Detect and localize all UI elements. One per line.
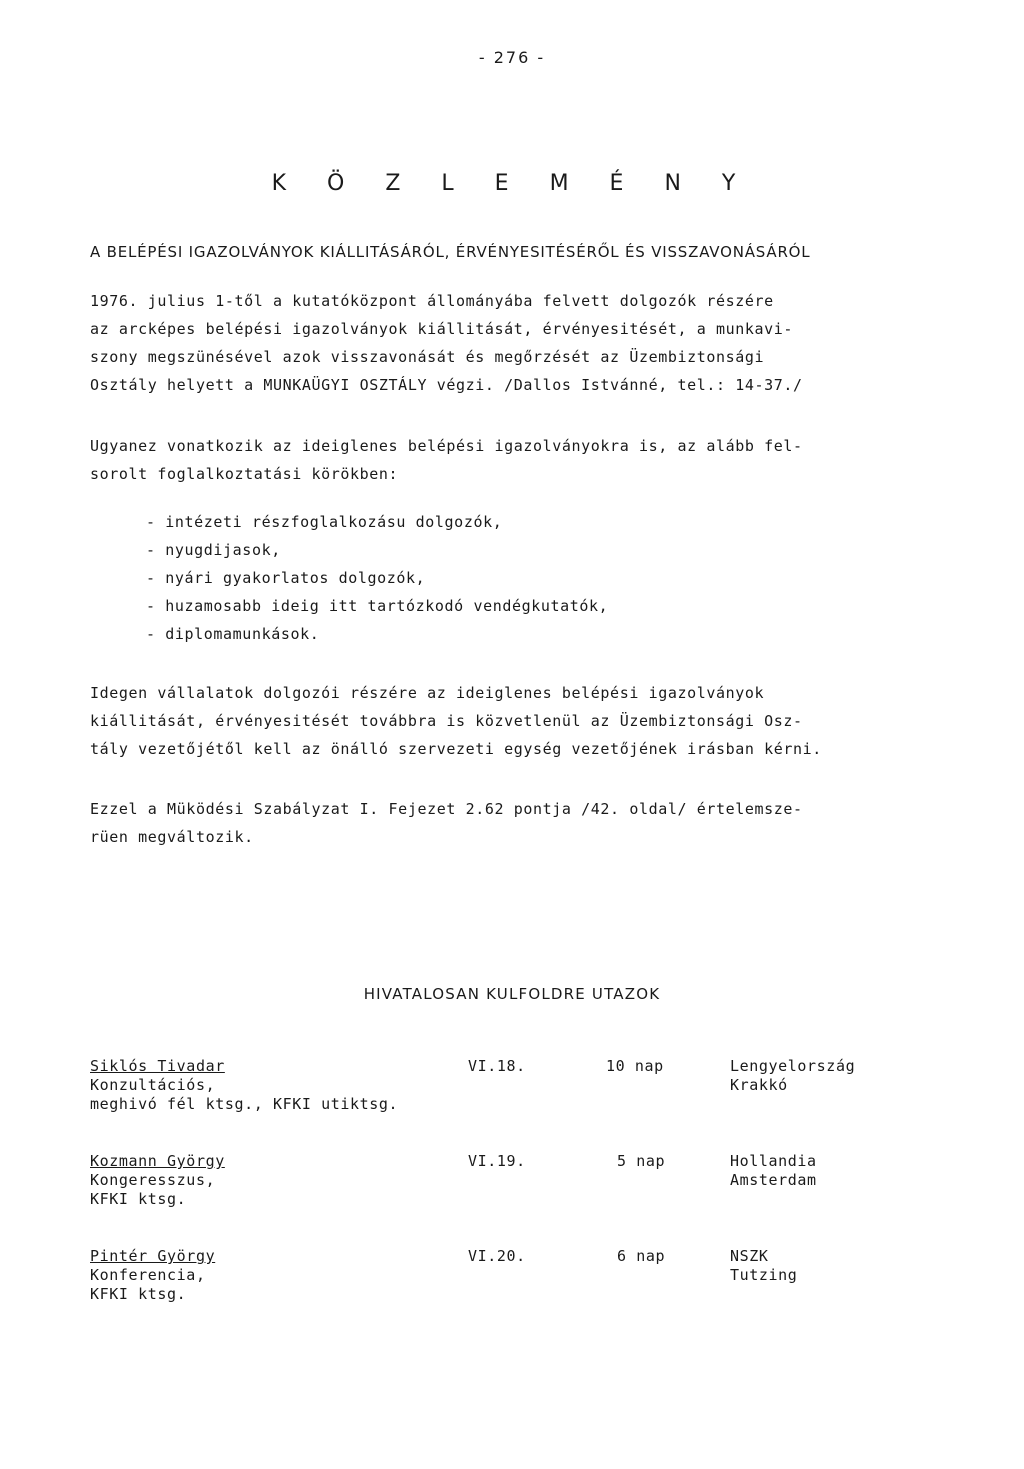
paragraph-1-line: 1976. julius 1-től a kutatóközpont állományába felvett dolgozók részére bbox=[90, 292, 774, 310]
paragraph-3-line: kiállitását, érvényesitését továbbra is közvetlenül az Üzembiztonsági Osz- bbox=[90, 712, 803, 730]
trip-funding: KFKI ktsg. bbox=[90, 1285, 187, 1303]
trip-destination bbox=[730, 1247, 797, 1285]
travel-section-title: HIVATALOSAN KULFOLDRE UTAZOK bbox=[363, 985, 661, 1003]
page-number: - 276 - bbox=[478, 48, 546, 67]
list-item: - nyugdijasok, bbox=[146, 541, 281, 559]
paragraph-4-line: rüen megváltozik. bbox=[90, 828, 254, 846]
trip-city: Tutzing bbox=[730, 1266, 798, 1284]
trip-date: VI.20. bbox=[468, 1247, 526, 1265]
trip-purpose: Konzultációs, bbox=[90, 1076, 216, 1094]
document-subtitle: A BELÉPÉSI IGAZOLVÁNYOK KIÁLLITÁSÁRÓL, ÉRVÉNYESITÉSÉRŐL ÉS VISSZAVONÁSÁRÓL bbox=[90, 243, 811, 261]
trip-name: Kozmann György bbox=[90, 1152, 225, 1170]
trip-person bbox=[90, 1152, 225, 1209]
trip-city: Krakkó bbox=[730, 1076, 788, 1094]
paragraph-1-line: Osztály helyett a MUNKAÜGYI OSZTÁLY végzi. /Dallos Istvánné, tel.: 14-37./ bbox=[90, 376, 803, 394]
trip-country: NSZK bbox=[730, 1247, 769, 1265]
trip-name: Siklós Tivadar bbox=[90, 1057, 225, 1075]
trip-destination bbox=[730, 1152, 817, 1190]
trip-purpose: Kongeresszus, bbox=[90, 1171, 216, 1189]
trip-purpose: Konferencia, bbox=[90, 1266, 206, 1284]
trip-funding: KFKI ktsg. bbox=[90, 1190, 187, 1208]
paragraph-1-line: az arcképes belépési igazolványok kiállitását, érvényesitését, a munkavi- bbox=[90, 320, 794, 338]
trip-duration: 6 nap bbox=[617, 1247, 666, 1265]
paragraph-3-line: tály vezetőjétől kell az önálló szervezeti egység vezetőjének irásban kérni. bbox=[90, 740, 822, 758]
trip-person bbox=[90, 1247, 215, 1304]
list-item: - diplomamunkások. bbox=[146, 625, 320, 643]
trip-date: VI.18. bbox=[468, 1057, 526, 1075]
trip-funding: meghivó fél ktsg., KFKI utiktsg. bbox=[90, 1095, 399, 1113]
trip-duration: 5 nap bbox=[617, 1152, 666, 1170]
trip-country: Hollandia bbox=[730, 1152, 817, 1170]
trip-destination bbox=[730, 1057, 855, 1095]
list-item: - intézeti részfoglalkozásu dolgozók, bbox=[146, 513, 503, 531]
paragraph-4-line: Ezzel a Müködési Szabályzat I. Fejezet 2.62 pontja /42. oldal/ értelemsze- bbox=[90, 800, 803, 818]
paragraph-2-line: Ugyanez vonatkozik az ideiglenes belépési igazolványokra is, az alább fel- bbox=[90, 437, 803, 455]
trip-date: VI.19. bbox=[468, 1152, 526, 1170]
trip-country: Lengyelország bbox=[730, 1057, 856, 1075]
document-title: K Ö Z L E M É N Y bbox=[271, 171, 753, 196]
list-item: - nyári gyakorlatos dolgozók, bbox=[146, 569, 426, 587]
trip-city: Amsterdam bbox=[730, 1171, 817, 1189]
trip-duration: 10 nap bbox=[606, 1057, 664, 1075]
trip-person bbox=[90, 1057, 398, 1114]
list-item: - huzamosabb ideig itt tartózkodó vendégkutatók, bbox=[146, 597, 609, 615]
paragraph-2-line: sorolt foglalkoztatási körökben: bbox=[90, 465, 399, 483]
paragraph-3-line: Idegen vállalatok dolgozói részére az ideiglenes belépési igazolványok bbox=[90, 684, 765, 702]
trip-name: Pintér György bbox=[90, 1247, 216, 1265]
paragraph-1-line: szony megszünésével azok visszavonását és megőrzését az Üzembiztonsági bbox=[90, 348, 765, 366]
